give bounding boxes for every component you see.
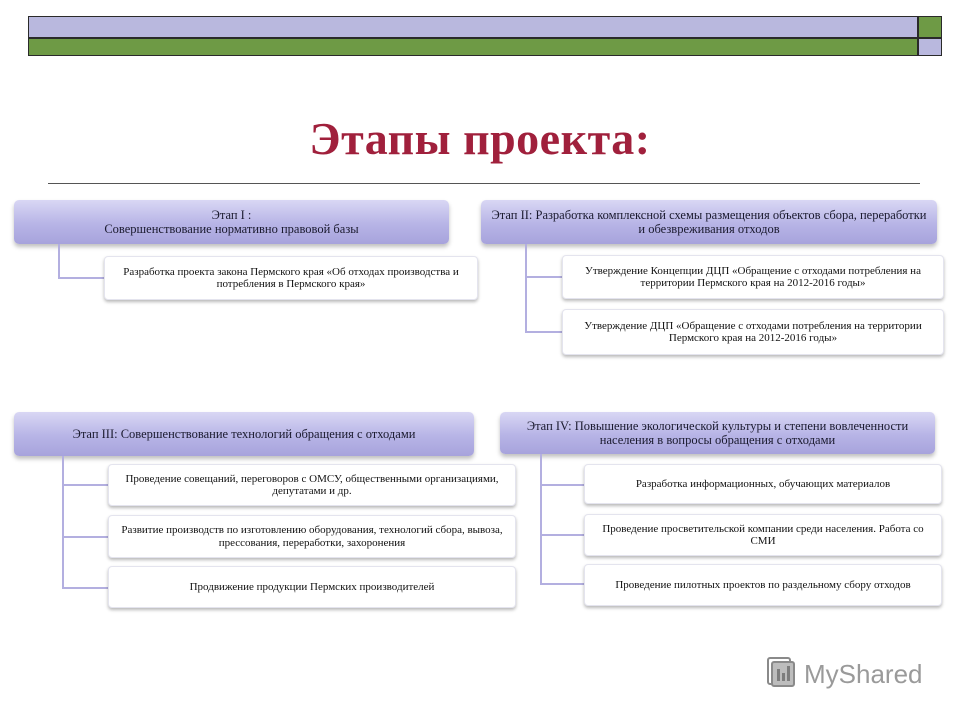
stage4-connector-branch: [540, 534, 584, 536]
stage1-connector: [58, 244, 60, 279]
stage4-connector-branch: [540, 583, 584, 585]
slides-icon: [764, 655, 798, 694]
stage3-item: Развитие производств по изготовлению оборудования, технологий сбора, вывоза, прессования, переработки, захоронения: [108, 515, 516, 558]
stage1-item: Разработка проекта закона Пермского края «Об отходах производства и потребления в Пермского края»: [104, 256, 478, 300]
stage4-connector-branch: [540, 484, 584, 486]
myshared-logo: [764, 652, 934, 696]
stage4-item: Проведение пилотных проектов по раздельному сбору отходов: [584, 564, 942, 606]
stage4-item: Проведение просветительской компании среди населения. Работа со СМИ: [584, 514, 942, 556]
stage2-item: Утверждение Концепции ДЦП «Обращение с отходами потребления на территории Пермского края на 2012-2016 годы»: [562, 255, 944, 299]
stage1-header-line1: Этап I :: [211, 208, 252, 222]
stage4-header: Этап IV: Повышение экологической культуры и степени вовлеченности населения в вопросы обращения с отходами: [500, 412, 935, 454]
stage1-header-line2: Совершенствование нормативно правовой базы: [104, 222, 359, 236]
stage3-connector-branch: [62, 587, 108, 589]
stage3-connector: [62, 456, 64, 589]
top-lavender-square: [918, 38, 942, 56]
stage1-connector-branch: [58, 277, 104, 279]
stage3-connector-branch: [62, 484, 108, 486]
stage3-item: Продвижение продукции Пермских производителей: [108, 566, 516, 608]
stage2-connector-branch: [525, 331, 562, 333]
stage3-item: Проведение совещаний, переговоров с ОМСУ, общественными организациями, депутатами и др.: [108, 464, 516, 506]
stage2-item: Утверждение ДЦП «Обращение с отходами потребления на территории Пермского края на 2012-2016 годы»: [562, 309, 944, 355]
top-green-bar: [28, 38, 918, 56]
stage3-connector-branch: [62, 536, 108, 538]
stage2-connector-branch: [525, 276, 562, 278]
top-lavender-bar: [28, 16, 918, 38]
stage4-item: Разработка информационных, обучающих материалов: [584, 464, 942, 504]
stage2-header: Этап II: Разработка комплексной схемы размещения объектов сбора, переработки и обезвреживания отходов: [481, 200, 937, 244]
logo-text: MyShared: [804, 658, 923, 689]
title-divider: [48, 183, 920, 184]
slide-title: Этапы проекта:: [309, 113, 651, 164]
stage4-connector: [540, 454, 542, 585]
stage1-header: [14, 200, 449, 244]
top-green-square: [918, 16, 942, 38]
stage3-header: Этап III: Совершенствование технологий обращения с отходами: [14, 412, 474, 456]
stage2-connector: [525, 244, 527, 333]
